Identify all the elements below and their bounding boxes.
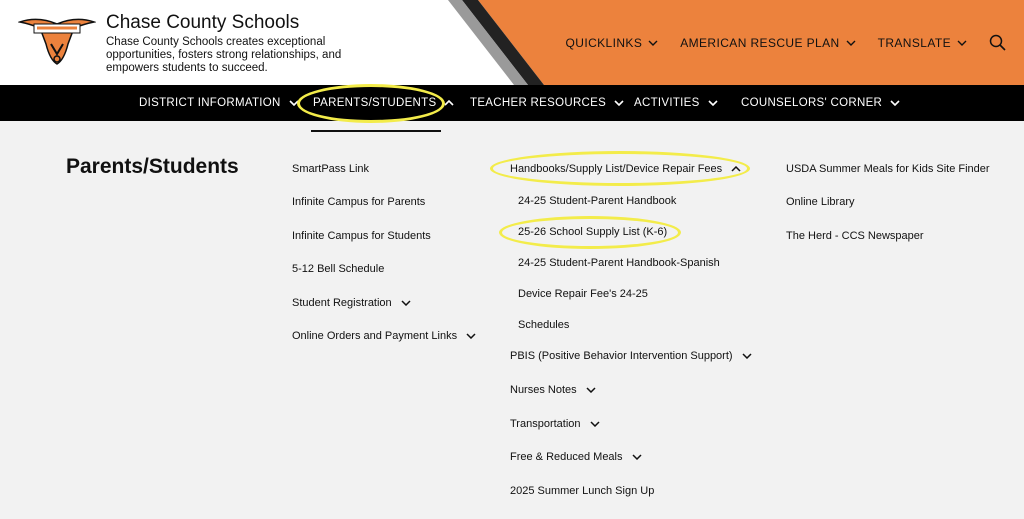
nav-district-information[interactable] [139,85,299,121]
link-label: 25-26 School Supply List (K-6) [518,226,668,238]
menu-link-online-library[interactable] [786,196,854,208]
active-tab-underline [311,130,441,132]
chevron-down-icon [586,387,596,393]
chevron-down-icon [648,40,658,46]
american-rescue-plan-menu[interactable] [680,36,855,50]
chevron-up-icon [444,100,454,106]
menu-link-ic-parents[interactable] [292,196,425,208]
chevron-down-icon [632,454,642,460]
menu-link-device-repair-fees[interactable] [518,288,648,300]
link-label: Online Orders and Payment Links [292,330,458,342]
link-label: SmartPass Link [292,163,370,175]
menu-link-summer-lunch[interactable] [510,485,654,497]
chevron-down-icon [614,100,624,106]
chevron-down-icon [742,353,752,359]
menu-link-smartpass[interactable] [292,163,369,175]
nav-activities[interactable] [634,85,718,121]
menu-link-supply-list[interactable] [518,226,667,238]
chevron-up-icon [731,166,741,172]
menu-link-the-herd[interactable] [786,230,924,242]
menu-link-pbis[interactable] [510,350,752,362]
chevron-down-icon [466,333,476,339]
link-label: Nurses Notes [510,384,577,396]
main-nav [0,85,1024,121]
chevron-down-icon [401,300,411,306]
menu-link-bell-schedule[interactable] [292,263,384,275]
link-label: PBIS (Positive Behavior Intervention Support) [510,350,733,362]
quicklinks-label: QUICKLINKS [565,35,643,50]
nav-teacher-resources[interactable] [470,85,624,121]
menu-link-free-reduced-meals[interactable] [510,451,642,463]
chevron-down-icon [957,40,967,46]
link-label: Handbooks/Supply List/Device Repair Fees [510,163,723,175]
search-icon [989,34,1006,51]
link-label: 24-25 Student-Parent Handbook [518,195,677,207]
translate-menu[interactable] [878,36,967,50]
nav-parents-students[interactable] [313,85,454,121]
steer-logo-icon[interactable] [18,14,96,66]
menu-link-handbook-spanish[interactable] [518,257,720,269]
chevron-down-icon [590,421,600,427]
american-rescue-plan-label: AMERICAN RESCUE PLAN [680,35,840,50]
link-label: Online Library [786,196,855,208]
menu-link-student-parent-handbook[interactable] [518,195,676,207]
link-label: Device Repair Fee's 24-25 [518,288,648,300]
menu-link-handbooks[interactable] [510,163,741,175]
chevron-down-icon [289,100,299,106]
link-label: The Herd - CCS Newspaper [786,230,924,242]
chevron-down-icon [890,100,900,106]
site-tagline: Chase County Schools creates exceptional opportunities, fosters strong relationships, and empowers students to succeed. [106,36,342,74]
menu-link-online-orders[interactable] [292,330,476,342]
panel-title: Parents/Students [66,155,239,178]
menu-link-usda-meals[interactable] [786,163,990,175]
quicklinks-menu[interactable] [566,36,659,50]
translate-label: TRANSLATE [877,35,951,50]
link-label: 2025 Summer Lunch Sign Up [510,485,655,497]
utility-links [544,34,1006,51]
chevron-down-icon [846,40,856,46]
menu-link-ic-students[interactable] [292,230,431,242]
menu-link-schedules[interactable] [518,319,569,331]
link-label: Infinite Campus for Students [292,230,431,242]
nav-label: PARENTS/STUDENTS [313,97,437,109]
nav-label: COUNSELORS' CORNER [741,97,883,109]
site-title[interactable]: Chase County Schools [106,12,300,33]
link-label: 24-25 Student-Parent Handbook-Spanish [518,257,720,269]
search-button[interactable] [989,34,1006,51]
menu-link-nurses-notes[interactable] [510,384,596,396]
chevron-down-icon [708,100,718,106]
menu-link-student-registration[interactable] [292,297,411,309]
link-label: USDA Summer Meals for Kids Site Finder [786,163,990,175]
link-label: Transportation [510,418,581,430]
nav-label: DISTRICT INFORMATION [139,97,281,109]
link-label: Infinite Campus for Parents [292,196,426,208]
link-label: Free & Reduced Meals [510,451,623,463]
link-label: Schedules [518,319,570,331]
nav-label: ACTIVITIES [634,97,700,109]
nav-label: TEACHER RESOURCES [470,97,607,109]
link-label: Student Registration [292,297,392,309]
menu-link-transportation[interactable] [510,418,600,430]
nav-counselors-corner[interactable] [741,85,900,121]
site-header [0,0,1024,85]
link-label: 5-12 Bell Schedule [292,263,385,275]
